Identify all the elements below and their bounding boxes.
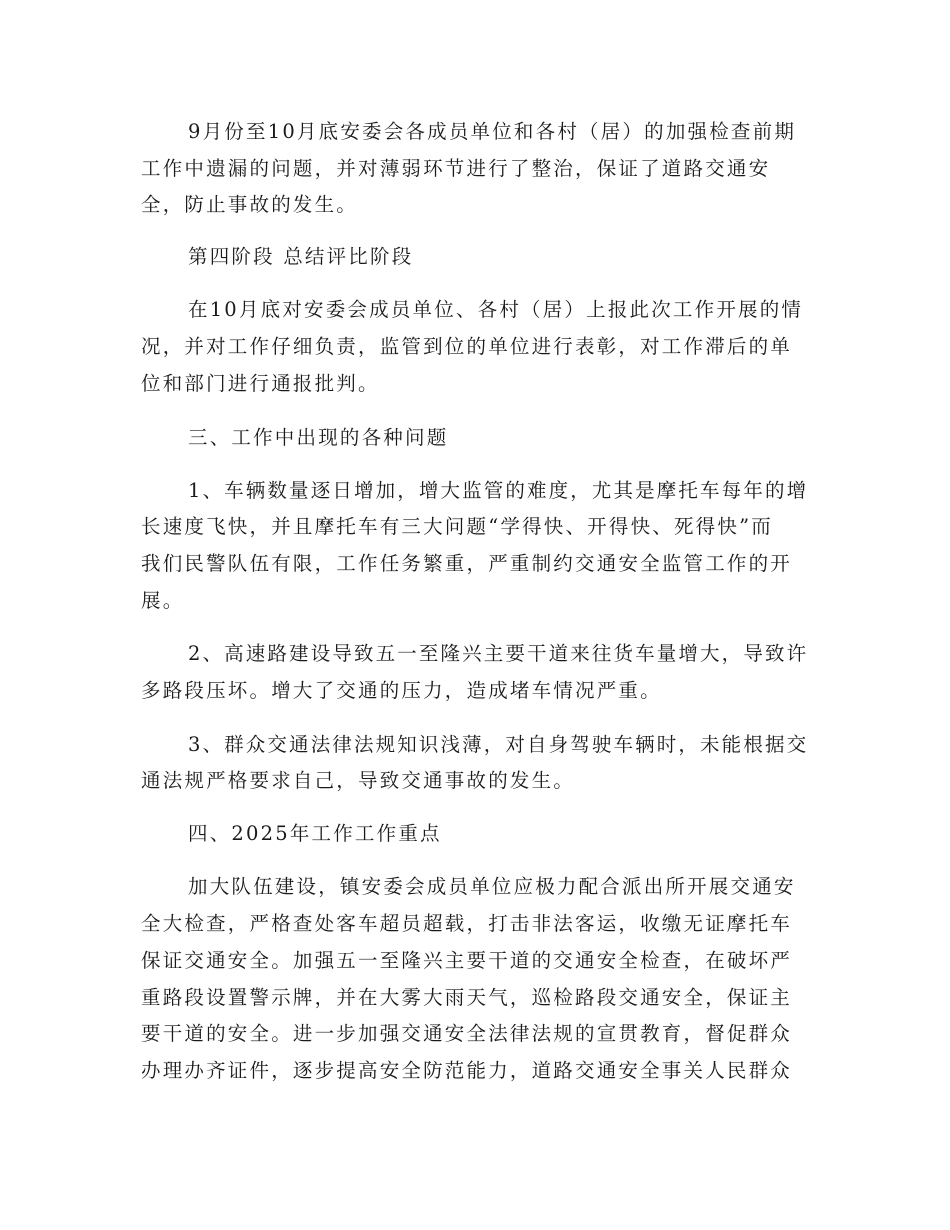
text-line: 要干道的安全。进一步加强交通安全法律法规的宣贯教育，督促群众: [141, 1022, 793, 1045]
text-line: 长速度飞快，并且摩托车有三大问题“学得快、开得快、死得快”而: [141, 515, 773, 538]
text-line: 1、车辆数量逐日增加，增大监管的难度，尤其是摩托车每年的增: [188, 479, 809, 502]
text-line: 展。: [141, 589, 185, 612]
text-line: 3、群众交通法律法规知识浅薄，对自身驾驶车辆时，未能根据交: [188, 733, 809, 756]
text-line: 全，防止事故的发生。: [141, 193, 359, 216]
section-heading: 第四阶段 总结评比阶段: [188, 245, 414, 268]
text-line: 重路段设置警示牌，并在大雾大雨天气，巡检路段交通安全，保证主: [141, 986, 793, 1009]
text-line: 多路段压坏。增大了交通的压力，造成堵车情况严重。: [141, 679, 662, 702]
text-line: 9月份至10月底安委会各成员单位和各村（居）的加强检查前期: [188, 120, 797, 143]
text-line: 加大队伍建设，镇安委会成员单位应极力配合派出所开展交通安: [188, 875, 796, 898]
text-line: 办理办齐证件，逐步提高安全防范能力，道路交通安全事关人民群众: [141, 1059, 793, 1082]
section-heading: 四、2025年工作工作重点: [188, 822, 442, 845]
text-line: 全大检查，严格查处客车超员超载，打击非法客运，收缴无证摩托车: [141, 912, 793, 935]
text-line: 我们民警队伍有限，工作任务繁重，严重制约交通安全监管工作的开: [141, 552, 793, 575]
text-line: 位和部门进行通报批判。: [141, 372, 380, 395]
text-line: 2、高速路建设导致五一至隆兴主要干道来往货车量增大，导致许: [188, 642, 809, 665]
text-line: 在10月底对安委会成员单位、各村（居）上报此次工作开展的情: [188, 298, 804, 321]
section-heading: 三、工作中出现的各种问题: [188, 426, 449, 449]
text-line: 通法规严格要求自己，导致交通事故的发生。: [141, 769, 576, 792]
text-line: 况，并对工作仔细负责，监管到位的单位进行表彰，对工作滞后的单: [141, 335, 793, 358]
text-line: 工作中遗漏的问题，并对薄弱环节进行了整治，保证了道路交通安: [141, 157, 771, 180]
text-line: 保证交通安全。加强五一至隆兴主要干道的交通安全检查，在破坏严: [141, 949, 793, 972]
